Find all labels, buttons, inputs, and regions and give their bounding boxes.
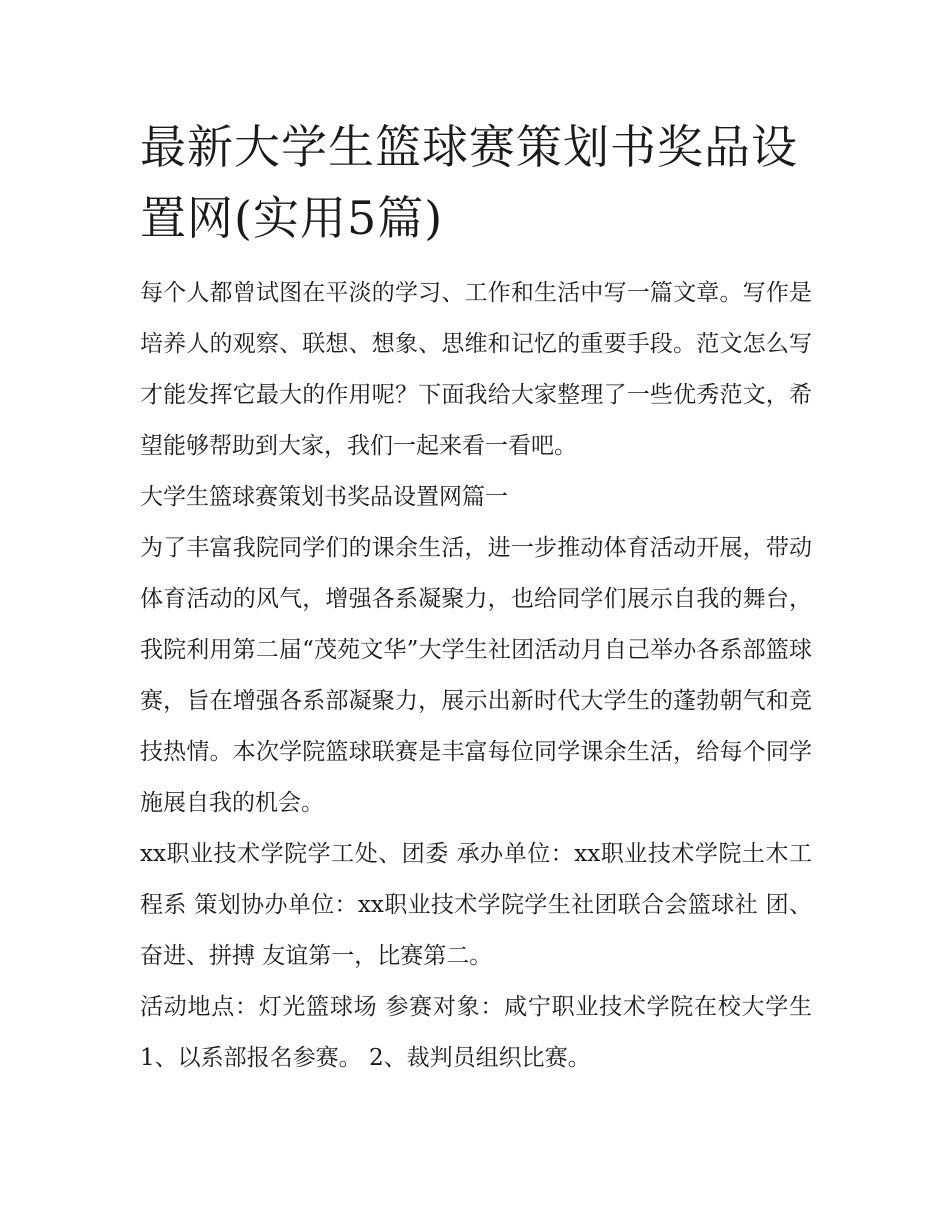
organizers-paragraph: xx职业技术学院学工处、团委 承办单位：xx职业技术学院土木工程系 策划协办单位：xx职业技术学院学生社团联合会篮球社 团、奋进、拼搏 友谊第一，比赛第二。 (140, 841, 812, 969)
intro-paragraph: 每个人都曾试图在平淡的学习、工作和生活中写一篇文章。写作是培养人的观察、联想、想象、思维和记忆的重要手段。范文怎么写才能发挥它最大的作用呢？下面我给大家整理了一些优秀范文，希望能够帮助到大家，我们一起来看一看吧。 (140, 280, 812, 459)
document-title: 最新大学生篮球赛策划书奖品设置网(实用5篇) (140, 120, 798, 245)
section-heading: 大学生篮球赛策划书奖品设置网篇一 (140, 484, 508, 510)
document-body (140, 112, 812, 1084)
purpose-paragraph: 为了丰富我院同学们的课余生活，进一步推动体育活动开展，带动体育活动的风气，增强各系凝聚力，也给同学们展示自我的舞台，我院利用第二届“茂苑文华”大学生社团活动月自己举办各系部篮球赛，旨在增强各系部凝聚力，展示出新时代大学生的蓬勃朝气和竞技热情。本次学院篮球联赛是丰富每位同学课余生活，给每个同学施展自我的机会。 (140, 535, 812, 816)
venue-paragraph: 活动地点：灯光篮球场 参赛对象：咸宁职业技术学院在校大学生 1、以系部报名参赛。 2、裁判员组织比赛。 (140, 994, 812, 1071)
